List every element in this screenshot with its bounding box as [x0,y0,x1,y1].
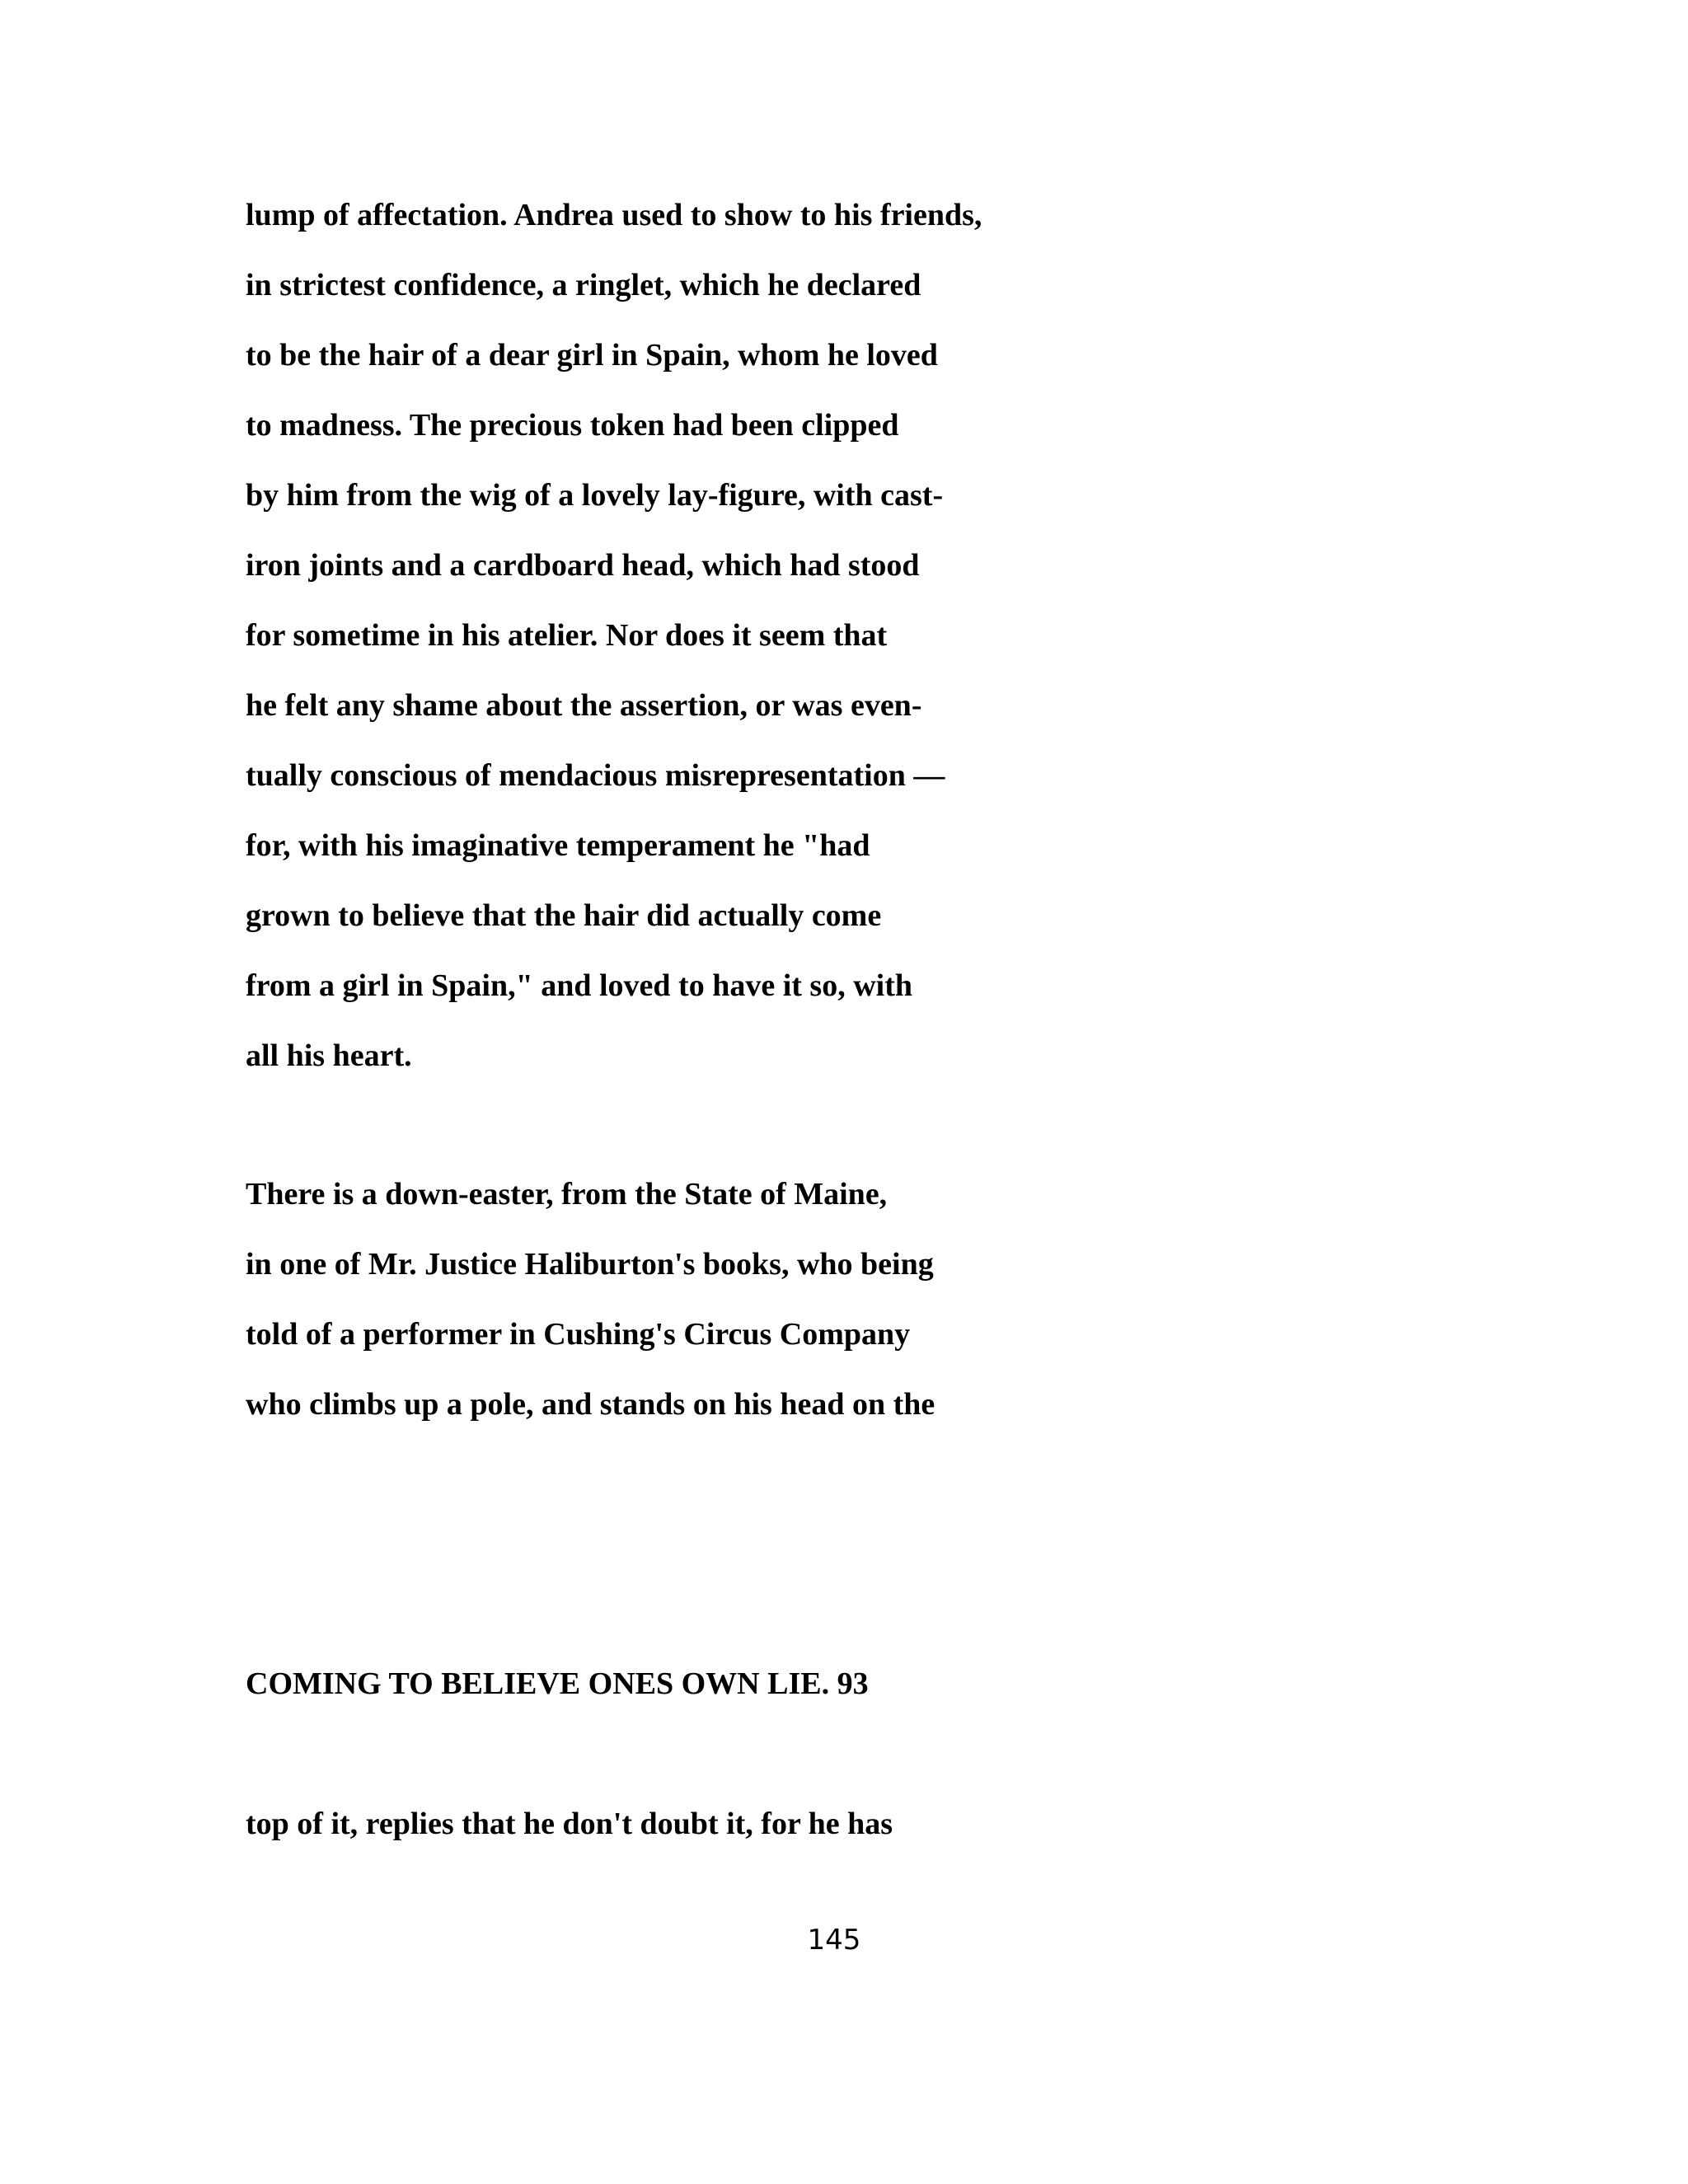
text-line: grown to believe that the hair did actually come [246,898,882,933]
page-number: 145 [807,1924,861,1957]
text-line: There is a down-easter, from the State of Maine, [246,1177,888,1212]
text-line: in strictest confidence, a ringlet, which he declared [246,268,921,302]
text-line: for, with his imaginative temperament he "had [246,828,870,863]
text-line: from a girl in Spain," and loved to have it so, with [246,968,912,1003]
running-head: COMING TO BELIEVE ONES OWN LIE. 93 [246,1666,869,1701]
text-line: to be the hair of a dear girl in Spain, whom he loved [246,338,938,373]
text-line: for sometime in his atelier. Nor does it seem that [246,618,888,653]
text-line: in one of Mr. Justice Haliburton's books, who being [246,1247,934,1282]
text-line: top of it, replies that he don't doubt it, for he has [246,1807,893,1841]
text-line: he felt any shame about the assertion, or was even- [246,688,922,723]
text-line: told of a performer in Cushing's Circus Company [246,1317,911,1352]
text-line: to madness. The precious token had been clipped [246,408,899,443]
text-line: iron joints and a cardboard head, which had stood [246,548,920,583]
text-line: lump of affectation. Andrea used to show to his friends, [246,198,982,232]
text-line: all his heart. [246,1038,412,1073]
text-line: by him from the wig of a lovely lay-figure, with cast- [246,478,944,513]
text-line: who climbs up a pole, and stands on his head on the [246,1387,935,1422]
text-line: tually conscious of mendacious misrepresentation — [246,758,945,793]
